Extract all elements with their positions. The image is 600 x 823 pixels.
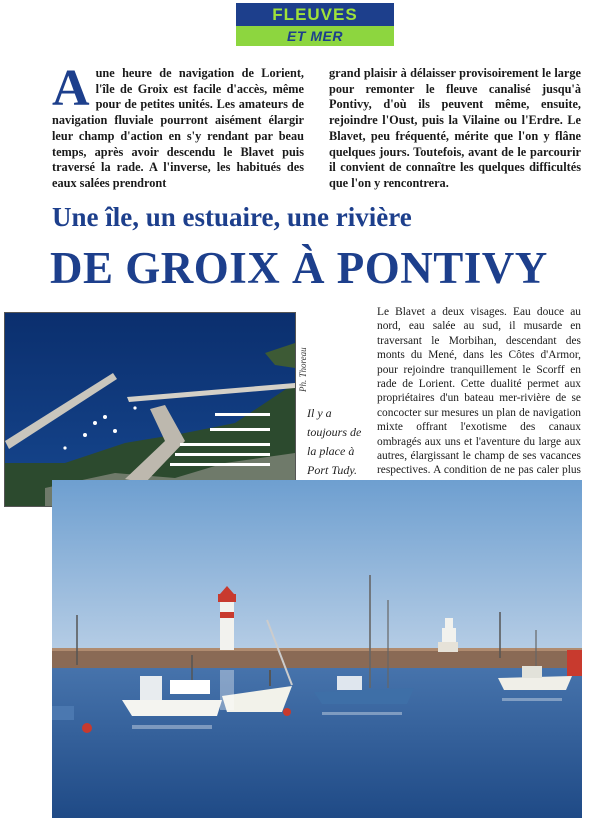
photo-caption: Il y a toujours de la place à Port Tudy. xyxy=(307,406,362,477)
article-body: Le Blavet a deux visages. Eau douce au nord, eau salée au sud, il musarde en traversant le Morbihan, descendant des monts du Mené, dans les Côtes d'Armor, pour rejoindre tranquillement le Scorff en rade de Lorient. Cette dualité permet aux propriétaires d'un bateau mer-rivière de se concocter sur mesures un plan de navigation mixte offrant l'exotisme des canaux ombragés aux uns et l'aventure du large aux autres, élargissant le champ de ses vacances respectives. A condition de ne pas caler plus xyxy=(377,306,581,477)
article-title: DE GROIX À PONTIVY xyxy=(50,243,548,293)
aerial-harbor-photo xyxy=(4,312,296,507)
section-rubric xyxy=(236,3,394,46)
photo-credit: Ph. Thoreau xyxy=(298,347,308,392)
article-subtitle: Une île, un estuaire, une rivière xyxy=(52,202,412,232)
intro-column-right: grand plaisir à délaisser provisoirement le large pour remonter le fleuve canalisé jusqu'à Pontivy, d'où ils peuvent même, ensuite, rejoindre l'Oust, puis la Vilaine ou l'Erdre. Le Blavet, peu fréquenté, mérite que l'on y flâne quelques jours. Toutefois, avant de le parcourir il convient de connaître les quelques difficultés que l'on y rencontrera. xyxy=(329,66,581,190)
port-tudy-photo xyxy=(52,480,582,818)
intro-left-text: une heure de navigation de Lorient, l'île de Groix est facile d'accès, même pour de petites unités. Les amateurs de navigation fluviale pourront aisément élargir leur champ d'action en s'y rendant par beau temps, après avoir descendu le Blavet puis traversé la rade. A l'inverse, les habitués des eaux salées prendront xyxy=(52,66,304,190)
rubric-line-1: FLEUVES xyxy=(236,3,394,26)
intro-column-left xyxy=(52,60,304,192)
drop-cap: A xyxy=(52,60,90,117)
rubric-line-2: ET MER xyxy=(236,26,394,46)
